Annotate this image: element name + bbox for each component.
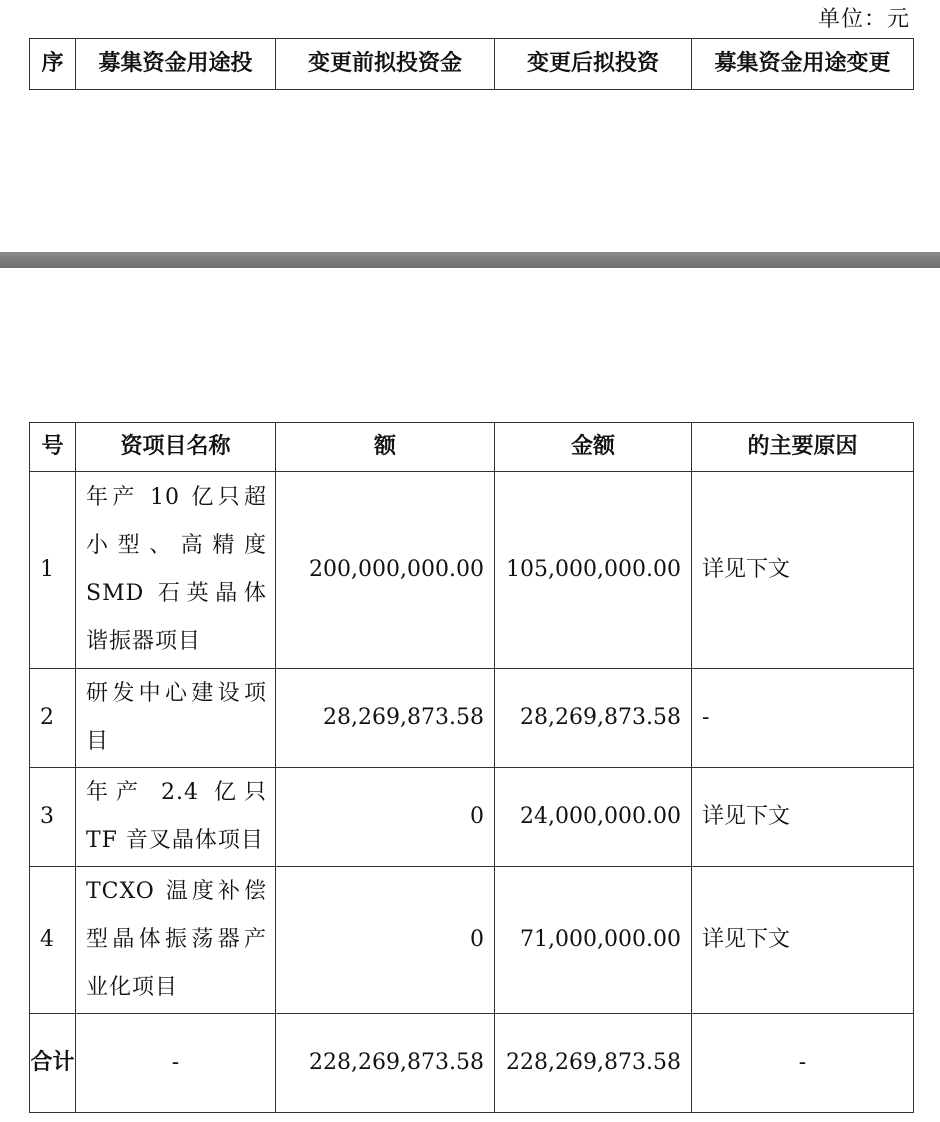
table-row [30, 768, 914, 867]
row-amount-before: 0 [276, 867, 495, 1014]
header-before-cont: 额 [276, 423, 495, 472]
row-amount-after: 28,269,873.58 [495, 669, 692, 768]
header-row-bottom [30, 423, 914, 472]
fund-usage-table [29, 422, 914, 1113]
total-reason: - [692, 1014, 914, 1113]
table-total-row [30, 1014, 914, 1113]
row-reason: 详见下文 [692, 472, 914, 669]
row-amount-after: 105,000,000.00 [495, 472, 692, 669]
total-amount-before: 228,269,873.58 [276, 1014, 495, 1113]
row-amount-after: 71,000,000.00 [495, 867, 692, 1014]
row-reason: 详见下文 [692, 867, 914, 1014]
total-amount-after: 228,269,873.58 [495, 1014, 692, 1113]
header-after-cont: 金额 [495, 423, 692, 472]
row-seq: 3 [30, 768, 76, 867]
header-project: 募集资金用途投 [76, 39, 276, 90]
unit-label: 单位：元 [817, 7, 910, 32]
row-reason: 详见下文 [692, 768, 914, 867]
row-seq: 4 [30, 867, 76, 1014]
row-project-name: TCXO 温度补偿型晶体振荡器产业化项目 [76, 867, 276, 1014]
row-amount-before: 0 [276, 768, 495, 867]
header-before: 变更前拟投资金 [276, 39, 495, 90]
header-seq-cont: 号 [30, 423, 76, 472]
table-row [30, 472, 914, 669]
table-header-top [29, 38, 914, 90]
table-row [30, 867, 914, 1014]
row-seq: 1 [30, 472, 76, 669]
header-reason: 募集资金用途变更 [692, 39, 914, 90]
row-project-name: 年产 2.4 亿只 TF 音叉晶体项目 [76, 768, 276, 867]
row-project-name: 研发中心建设项目 [76, 669, 276, 768]
row-project-name: 年产 10 亿只超小型、高精度 SMD 石英晶体谐振器项目 [76, 472, 276, 669]
header-after: 变更后拟投资 [495, 39, 692, 90]
total-project-name: - [76, 1014, 276, 1113]
total-label: 合计 [30, 1014, 76, 1113]
header-row-top [30, 39, 914, 90]
row-amount-before: 200,000,000.00 [276, 472, 495, 669]
header-reason-cont: 的主要原因 [692, 423, 914, 472]
row-amount-after: 24,000,000.00 [495, 768, 692, 867]
table-row [30, 669, 914, 768]
header-seq: 序 [30, 39, 76, 90]
row-amount-before: 28,269,873.58 [276, 669, 495, 768]
header-project-cont: 资项目名称 [76, 423, 276, 472]
row-reason: - [692, 669, 914, 768]
row-seq: 2 [30, 669, 76, 768]
page-break-divider [0, 252, 940, 268]
